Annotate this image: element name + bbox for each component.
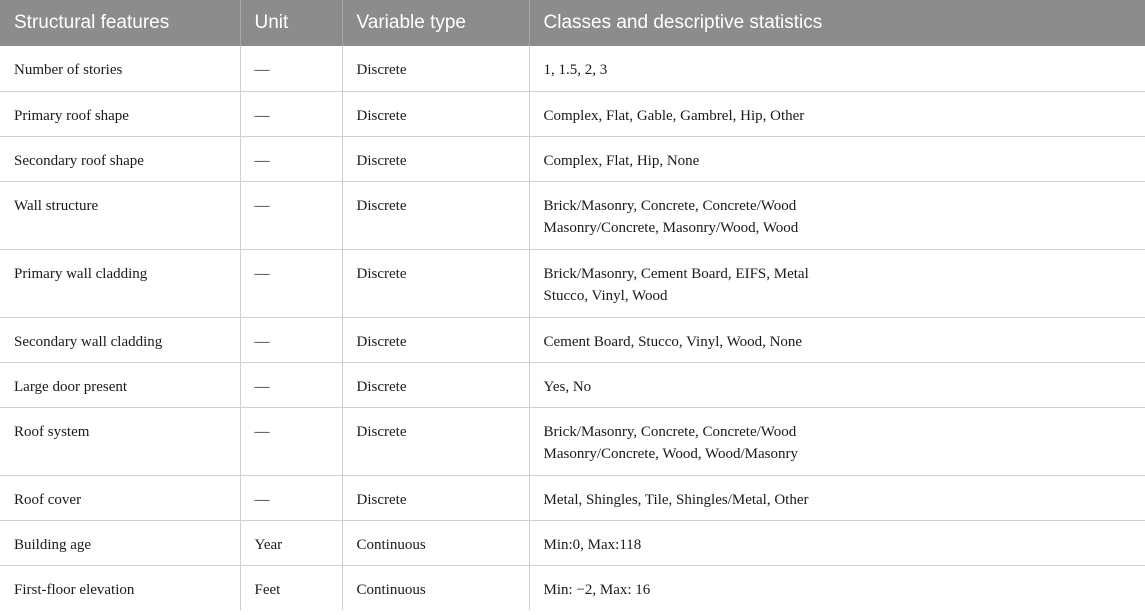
cell-feature: Primary wall cladding [0,249,240,317]
classes-line: Stucco, Vinyl, Wood [543,287,668,304]
cell-feature: Secondary roof shape [0,136,240,181]
cell-variable-type: Discrete [342,362,529,407]
classes-line: Min:0, Max:118 [543,536,642,553]
cell-feature: Building age [0,520,240,565]
table-row [0,91,1145,136]
cell-feature: Roof system [0,407,240,475]
table-body [0,46,1145,610]
cell-feature: Roof cover [0,475,240,520]
cell-feature: Wall structure [0,181,240,249]
cell-classes [529,475,1145,520]
header-classes-statistics: Classes and descriptive statistics [543,12,823,33]
classes-line: Cement Board, Stucco, Vinyl, Wood, None [543,333,803,350]
cell-classes [529,362,1145,407]
cell-variable-type: Discrete [342,475,529,520]
header-variable-type: Variable type [342,0,529,46]
classes-line: Brick/Masonry, Concrete, Concrete/Wood [543,197,797,214]
cell-feature: Number of stories [0,46,240,91]
classes-line: Brick/Masonry, Concrete, Concrete/Wood [543,423,797,440]
cell-unit: Year [240,520,342,565]
cell-variable-type: Continuous [342,520,529,565]
classes-line: 1, 1.5, 2, 3 [543,62,608,78]
cell-classes [529,407,1145,475]
cell-classes [529,249,1145,317]
cell-classes [529,46,1145,91]
cell-classes [529,181,1145,249]
classes-line: Complex, Flat, Hip, None [543,152,700,169]
cell-unit: — [240,362,342,407]
cell-classes [529,317,1145,362]
cell-variable-type: Discrete [342,136,529,181]
cell-variable-type: Discrete [342,317,529,362]
table-row [0,565,1145,610]
cell-variable-type: Discrete [342,407,529,475]
table-row [0,520,1145,565]
cell-variable-type: Discrete [342,91,529,136]
header-row [0,0,1145,46]
cell-unit: — [240,46,342,91]
cell-feature: Large door present [0,362,240,407]
cell-unit: — [240,407,342,475]
cell-variable-type: Continuous [342,565,529,610]
classes-line: Masonry/Concrete, Masonry/Wood, Wood [543,219,799,236]
cell-unit: — [240,475,342,520]
cell-classes [529,136,1145,181]
classes-line: Min: −2, Max: 16 [543,581,651,598]
classes-line: Masonry/Concrete, Wood, Wood/Masonry [543,445,799,462]
classes-line: Complex, Flat, Gable, Gambrel, Hip, Other [543,107,805,124]
cell-unit: — [240,91,342,136]
table-row [0,362,1145,407]
cell-unit: — [240,317,342,362]
cell-variable-type: Discrete [342,181,529,249]
table-row [0,407,1145,475]
header-unit: Unit [240,0,342,46]
table-row [0,181,1145,249]
cell-unit: — [240,181,342,249]
cell-classes [529,91,1145,136]
table-header [0,0,1145,46]
cell-feature: Secondary wall cladding [0,317,240,362]
table-row [0,317,1145,362]
cell-classes [529,565,1145,610]
header-structural-features: Structural features [0,0,240,46]
cell-unit: — [240,136,342,181]
cell-unit: Feet [240,565,342,610]
cell-variable-type: Discrete [342,249,529,317]
table-row [0,475,1145,520]
cell-classes [529,520,1145,565]
table-row [0,249,1145,317]
cell-feature: First-floor elevation [0,565,240,610]
classes-line: Metal, Shingles, Tile, Shingles/Metal, Other [543,491,809,508]
classes-line: Brick/Masonry, Cement Board, EIFS, Metal [543,265,809,282]
classes-line: Yes, No [543,378,592,395]
cell-feature: Primary roof shape [0,91,240,136]
table-row [0,136,1145,181]
cell-unit: — [240,249,342,317]
table-row [0,46,1145,91]
cell-variable-type: Discrete [342,46,529,91]
